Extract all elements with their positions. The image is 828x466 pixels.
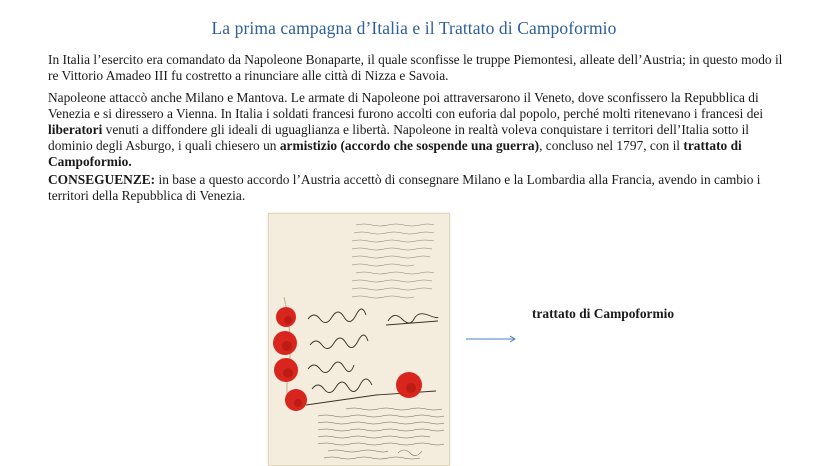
liberatori-term: liberatori: [48, 122, 103, 137]
page-title: La prima campagna d’Italia e il Trattato di Campoformio: [211, 18, 617, 38]
paragraph-campaign-text-3: , concluso nel 1797, con il: [539, 138, 684, 153]
treaty-manuscript-image: [268, 213, 450, 466]
armistizio-term: armistizio (accordo che sospende una guerra): [279, 138, 540, 153]
consequences-label: CONSEGUENZE:: [48, 172, 156, 187]
campoformio-term: trattato di Campoformio.: [48, 138, 742, 169]
arrow-right-icon: [464, 333, 520, 345]
paragraph-consequences: [48, 172, 783, 204]
paragraph-intro: In Italia l’esercito era comandato da Napoleone Bonaparte, il quale sconfisse le truppe Piemontesi, alleate dell’Austria; in questo modo il re Vittorio Amadeo III fu costretto a rinunciare alle città di Nizza e Savoia.: [48, 52, 783, 83]
paragraph-campaign-text-1: Napoleone attaccò anche Milano e Mantova. Le armate di Napoleone poi attraversarono il Veneto, dove sconfissero la Repubblica di Venezia e si diressero a Vienna. In Italia i soldati francesi furono accolti con euforia dal popolo, perché molti ritenevano i francesi dei: [48, 90, 764, 121]
consequences-text: in base a questo accordo l’Austria accettò di consegnare Milano e la Lombardia alla Francia, avendo in cambio i territori della Repubblica di Venezia.: [48, 172, 761, 203]
paragraph-campaign: [48, 90, 783, 170]
paragraph-campaign-text-2: venuti a diffondere gli ideali di uguaglianza e libertà. Napoleone in realtà voleva conquistare i territori dell’Italia sotto il dominio degli Asburgo, i quali chiesero un: [48, 122, 750, 153]
image-caption: trattato di Campoformio: [532, 306, 675, 321]
